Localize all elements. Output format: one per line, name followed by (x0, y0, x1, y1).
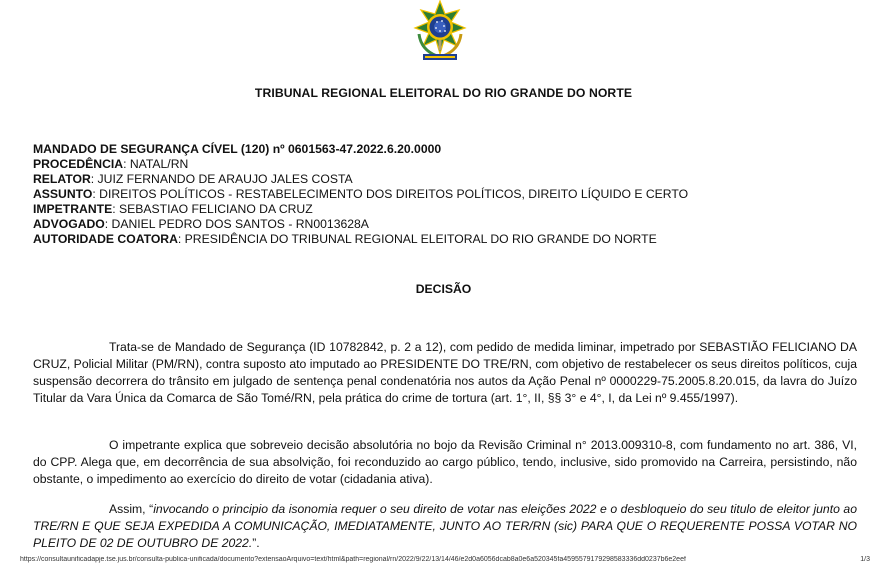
relator-label: RELATOR (33, 172, 91, 186)
paragraph-3 (33, 501, 857, 552)
paragraph-3-suffix: ”. (252, 536, 260, 550)
impetrante-row (33, 202, 863, 217)
page-number: 1/3 (860, 556, 870, 563)
case-number: MANDADO DE SEGURANÇA CÍVEL (120) nº 0601563-47.2022.6.20.0000 (33, 142, 442, 156)
advogado-label: ADVOGADO (33, 217, 105, 231)
procedencia-row (33, 157, 863, 172)
assunto-value: : DIREITOS POLÍTICOS - RESTABELECIMENTO DOS DIREITOS POLÍTICOS, DIREITO LÍQUIDO E CERTO (92, 187, 689, 201)
relator-value: : JUIZ FERNANDO DE ARAUJO JALES COSTA (90, 172, 353, 186)
court-name-heading: TRIBUNAL REGIONAL ELEITORAL DO RIO GRANDE DO NORTE (254, 86, 633, 100)
autoridade-value: : PRESIDÊNCIA DO TRIBUNAL REGIONAL ELEITORAL DO RIO GRANDE DO NORTE (177, 232, 657, 246)
decision-title: DECISÃO (415, 282, 472, 296)
paragraph-3-prefix: Assim, “ (109, 502, 154, 516)
paragraph-3-quote: invocando o principio da isonomia requer o seu direito de votar nas eleições 2022 e o desbloqueio do seu titulo de eleitor junto ao TRE/RN E QUE SEJA EXPEDIDA A COMUNICAÇÃO, IMEDIATAMENTE, JUNTO AO TER/RN (sic) PARA QUE O REQUERENTE POSSA VOTAR NO PLEITO DE 02 DE OUTUBRO DE 2022. (33, 502, 857, 550)
print-footer (20, 556, 870, 566)
relator-row (33, 172, 863, 187)
impetrante-value: : SEBASTIAO FELICIANO DA CRUZ (112, 202, 313, 216)
case-metadata (33, 142, 863, 247)
autoridade-label: AUTORIDADE COATORA (33, 232, 178, 246)
footer-url-link[interactable]: https://consultaunificadapje.tse.jus.br/consulta-publica-unificada/documento?extensaoArquivo=text/html&path=regional/rn/2022/9/22/13/14/46/e2d0a6056dcab8a0e6a520345fa4595579179298583336dd0237b6e2eef (20, 556, 686, 563)
case-number-row (33, 142, 863, 157)
paragraph-1: Trata-se de Mandado de Segurança (ID 10782842, p. 2 a 12), com pedido de medida liminar, impetrado por SEBASTIÃO FELICIANO DA CRUZ, Policial Militar (PM/RN), contra suposto ato imputado ao PRESIDENTE DO TRE/RN, com objetivo de restabelecer os seus direitos políticos, cuja suspensão decorrera do trânsito em julgado de sentença penal condenatória nos autos da Ação Penal nº 0000229-75.2005.8.20.015, da lavra do Juízo Titular da Vara Única da Comarca de São Tomé/RN, pela prática do crime de tortura (art. 1°, II, §§ 3° e 4°, I, da Lei nº 9.455/1997). (33, 340, 857, 405)
assunto-label: ASSUNTO (33, 187, 93, 201)
autoridade-row (33, 232, 863, 247)
advogado-value: : DANIEL PEDRO DOS SANTOS - RN0013628A (104, 217, 369, 231)
advogado-row (33, 217, 863, 232)
brazil-coat-of-arms-icon (411, 0, 469, 64)
procedencia-label: PROCEDÊNCIA (33, 157, 124, 171)
assunto-row (33, 187, 863, 202)
procedencia-value: : NATAL/RN (123, 157, 189, 171)
impetrante-label: IMPETRANTE (33, 202, 113, 216)
paragraph-2: O impetrante explica que sobreveio decisão absolutória no bojo da Revisão Criminal n° 2013.009310-8, com fundamento no art. 386, VI, do CPP. Alega que, em decorrência de sua absolvição, foi reconduzido ao cargo público, tendo, inclusive, sido promovido na Carreira, persistindo, não obstante, o impedimento ao exercício do direito de votar (cidadania ativa). (33, 438, 857, 486)
